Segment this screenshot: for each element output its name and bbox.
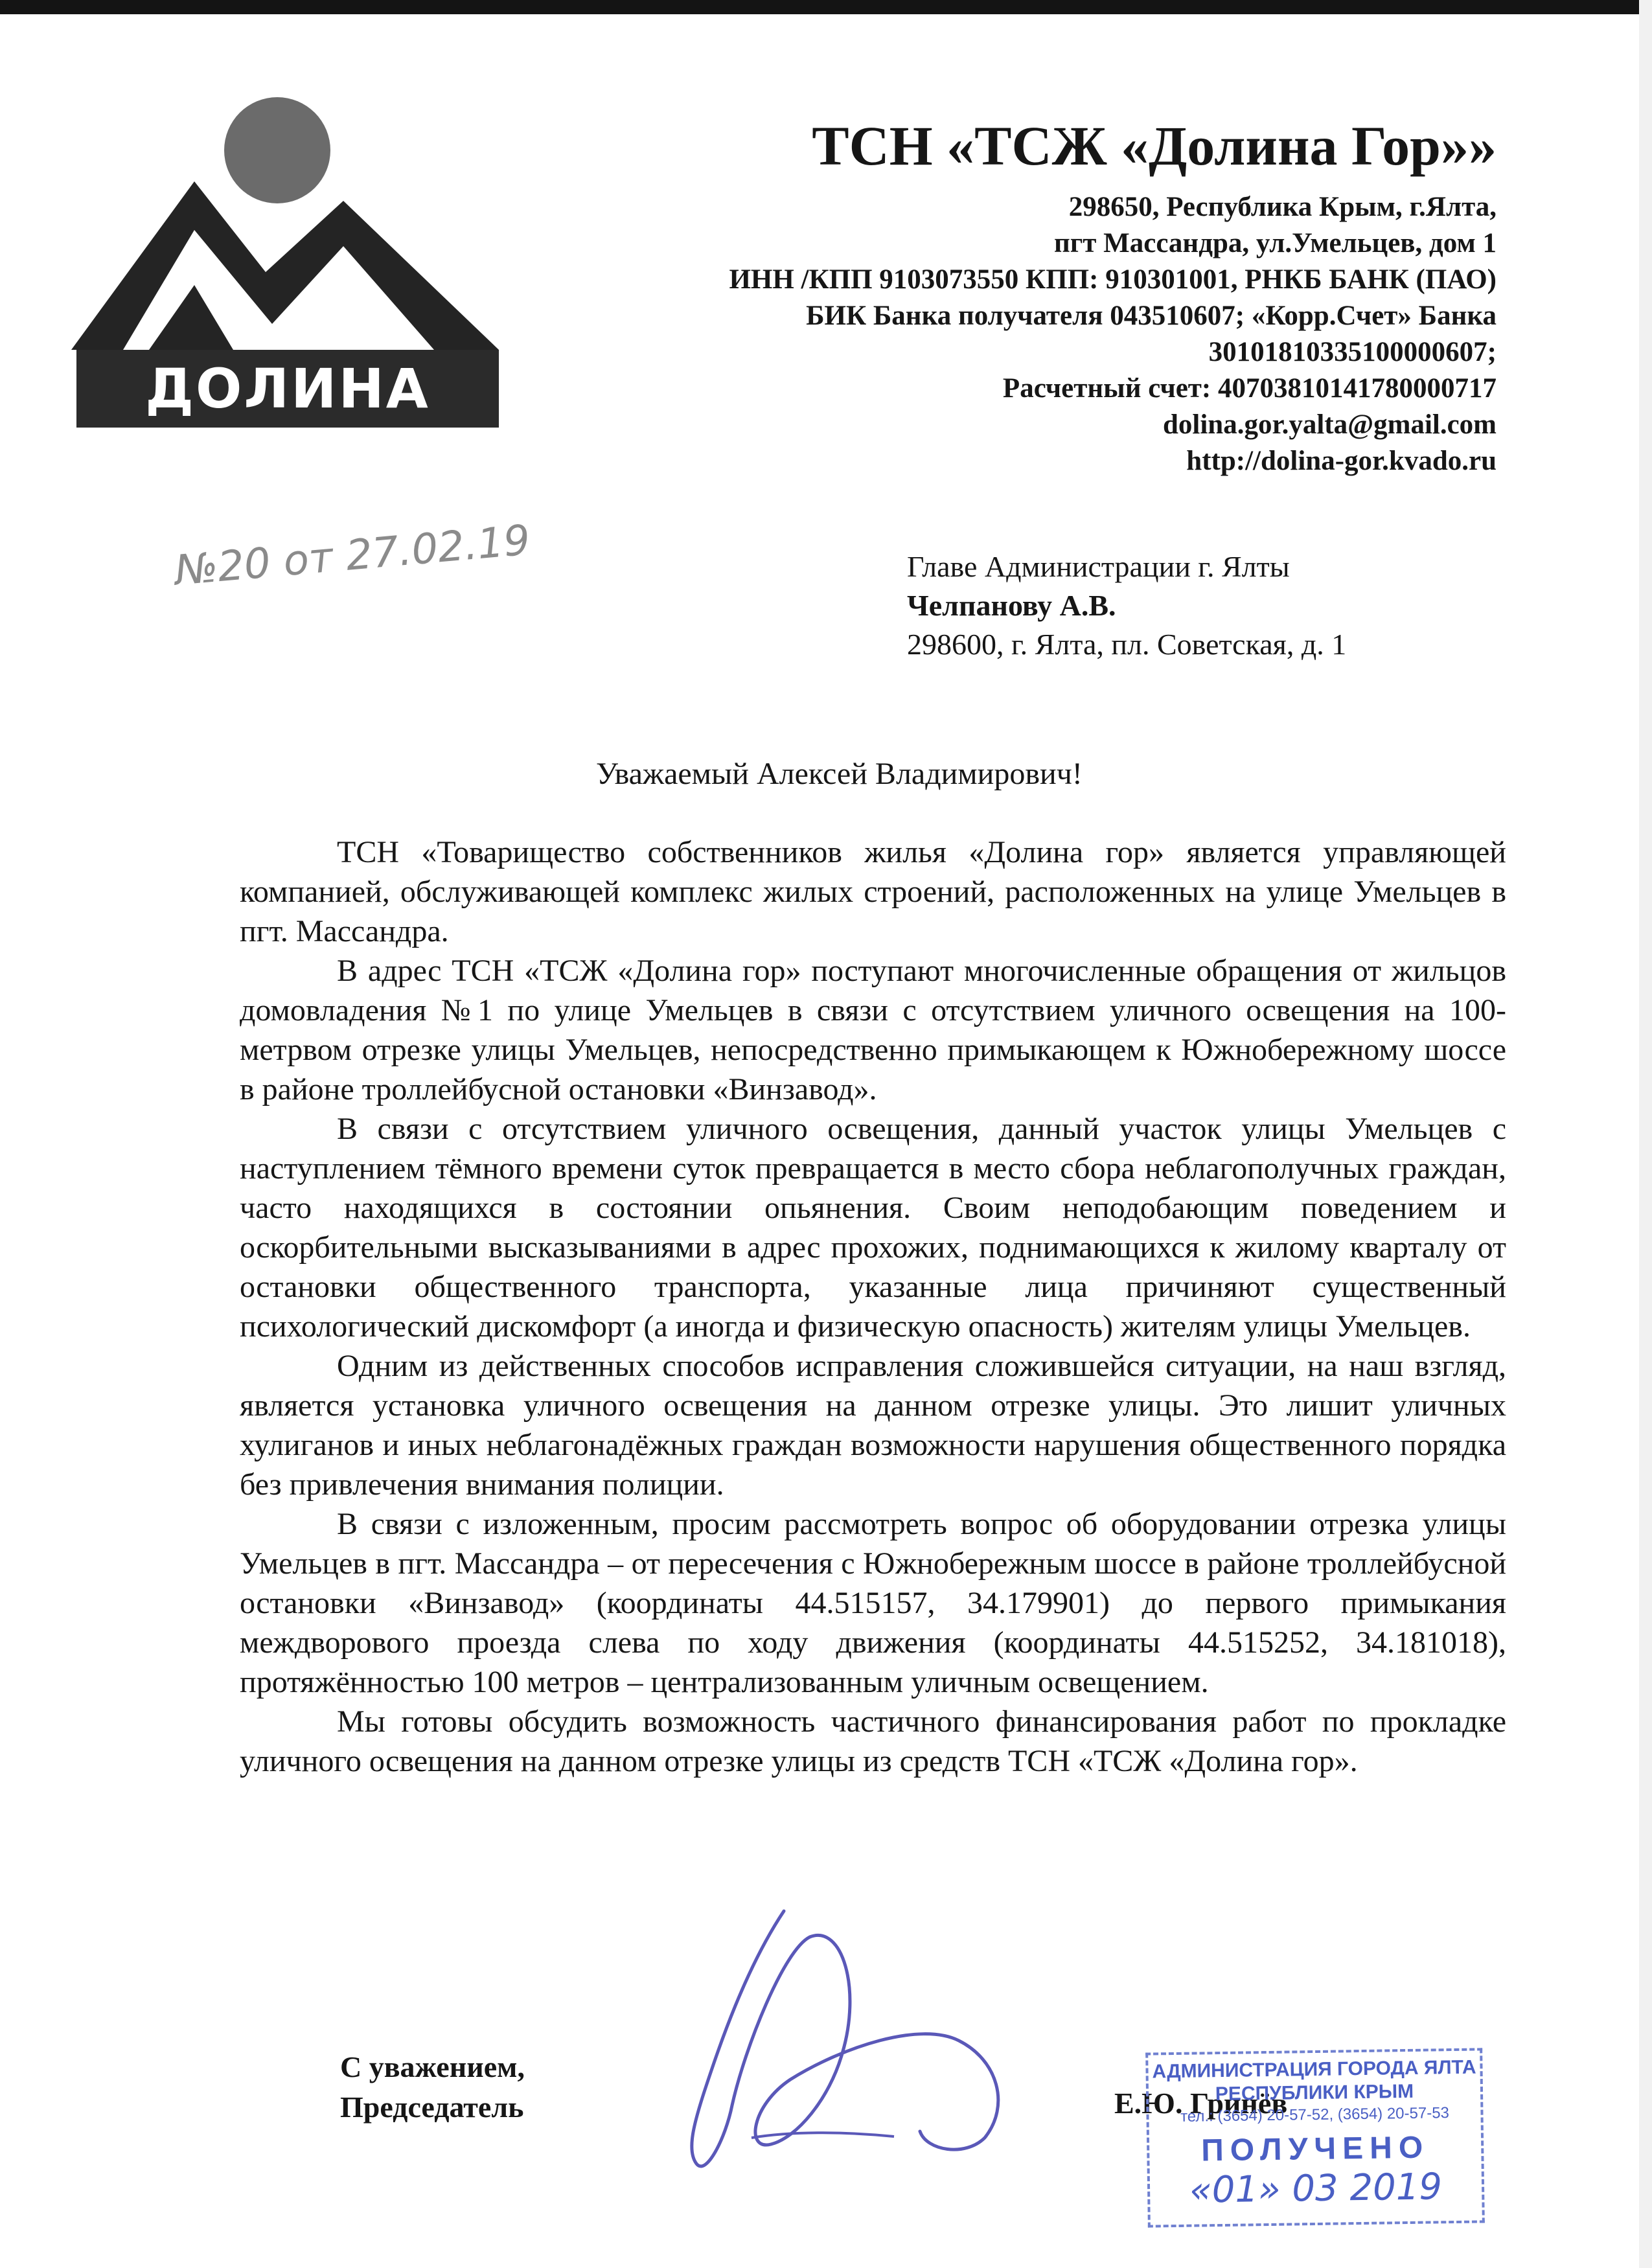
stamp-region: РЕСПУБЛИКИ КРЫМ <box>1215 2080 1414 2105</box>
logo-wordmark: ДОЛИНА ГОР <box>76 350 499 428</box>
scan-top-edge <box>0 0 1652 14</box>
stamp-phones: тел.: (3654) 20-57-52, (3654) 20-57-53 <box>1180 2104 1450 2125</box>
letterhead <box>729 110 1497 479</box>
address-line-2: пгт Массандра, ул.Умельцев, дом 1 <box>1053 228 1497 258</box>
outgoing-number-handwritten: №20 от 27.02.19 <box>172 516 533 595</box>
signer-name: Е.Ю. Гринёв <box>1114 2087 1288 2120</box>
paragraph: ТСН «Товарищество собственников жилья «Долина гор» является управляющей компанией, обслуживающей комплекс жилых строений, расположенных на улице Умельцев в пгт. Массандра. <box>240 835 1506 948</box>
paragraph: Мы готовы обсудить возможность частичного финансирования работ по прокладке уличного освещения на данном отрезке улицы из средств ТСН «ТСЖ «Долина гор». <box>240 1704 1506 1778</box>
paragraph: В связи с изложенным, просим рассмотреть вопрос об оборудовании отрезка улицы Умельцев в пгт. Массандра – от пересечения с Южнобережным шоссе в районе троллейбусной остановки «Винзавод» (координаты 44.515157, 34.179901) до первого примыкания междворового проезда слева по ходу движения (координаты 44.515252, 34.181018), протяжённостью 100 метров – централизованным уличным освещением. <box>240 1507 1506 1699</box>
organization-name: ТСН «ТСЖ «Долина Гор»» <box>812 115 1497 177</box>
website-line: http://dolina-gor.kvado.ru <box>1186 446 1497 476</box>
paragraph: В связи с отсутствием уличного освещения, данный участок улицы Умельцев с наступлением тёмного времени суток превращается в место сбора неблагополучных граждан, часто находящихся в состоянии опьянения. Своим неподобающим поведением и оскорбительными высказываниями в адрес прохожих, поднимающихся к жилому кварталу от остановки общественного транспорта, указанные лица причиняют существенный психологический дискомфорт (а иногда и физическую опасность) жителям улицы Умельцев. <box>240 1112 1506 1344</box>
address-line-1: 298650, Республика Крым, г.Ялта, <box>1068 192 1497 222</box>
settlement-account-line: Расчетный счет: 40703810141780000717 <box>1002 373 1497 404</box>
greeting: Уважаемый Алексей Владимирович! <box>596 757 1083 791</box>
bank-requisites-line: ИНН /КПП 9103073550 КПП: 910301001, РНКБ БАНК (ПАО) <box>729 264 1497 295</box>
stamp-received-label: ПОЛУЧЕНО <box>1200 2130 1430 2168</box>
stamp-date: «01» 03 2019 <box>1189 2166 1443 2212</box>
paragraph: Одним из действенных способов исправления сложившейся ситуации, на наш взгляд, является установка уличного освещения на данном отрезке улицы. Это лишит уличных хулиганов и иных неблагонадёжных граждан возможности нарушения общественного порядка без привлечения внимания полиции. <box>240 1349 1506 1502</box>
closing-position: Председатель <box>340 2090 524 2124</box>
corr-account-line: 30101810335100000607; <box>1208 337 1497 367</box>
bik-line: БИК Банка получателя 043510607; «Корр.Счет» Банка <box>806 301 1497 331</box>
addressee-address: 298600, г. Ялта, пл. Советская, д. 1 <box>907 628 1347 661</box>
addressee-position: Главе Администрации г. Ялты <box>907 550 1290 583</box>
addressee-name: Челпанову А.В. <box>907 589 1116 622</box>
closing-block <box>340 2047 525 2127</box>
company-logo <box>71 91 499 498</box>
letter-body <box>240 832 1506 1781</box>
scan-right-edge <box>1639 0 1652 2268</box>
mountain-sun-icon <box>71 91 499 356</box>
stamp-authority: АДМИНИСТРАЦИЯ ГОРОДА ЯЛТА <box>1152 2056 1476 2083</box>
paragraph: В адрес ТСН «ТСЖ «Долина гор» поступают многочисленные обращения от жильцов домовладения №1 по улице Умельцев в связи с отсутствием уличного освещения на 100-метрвом отрезке улицы Умельцев, непосредственно примыкающем к Южнобережному шоссе в районе троллейбусной остановки «Винзавод». <box>240 954 1506 1106</box>
email-line: dolina.gor.yalta@gmail.com <box>1163 409 1497 440</box>
received-stamp <box>1145 2048 1485 2227</box>
addressee-block <box>907 547 1346 664</box>
closing-regards: С уважением, <box>340 2050 525 2083</box>
handwritten-signature <box>648 1892 1050 2203</box>
